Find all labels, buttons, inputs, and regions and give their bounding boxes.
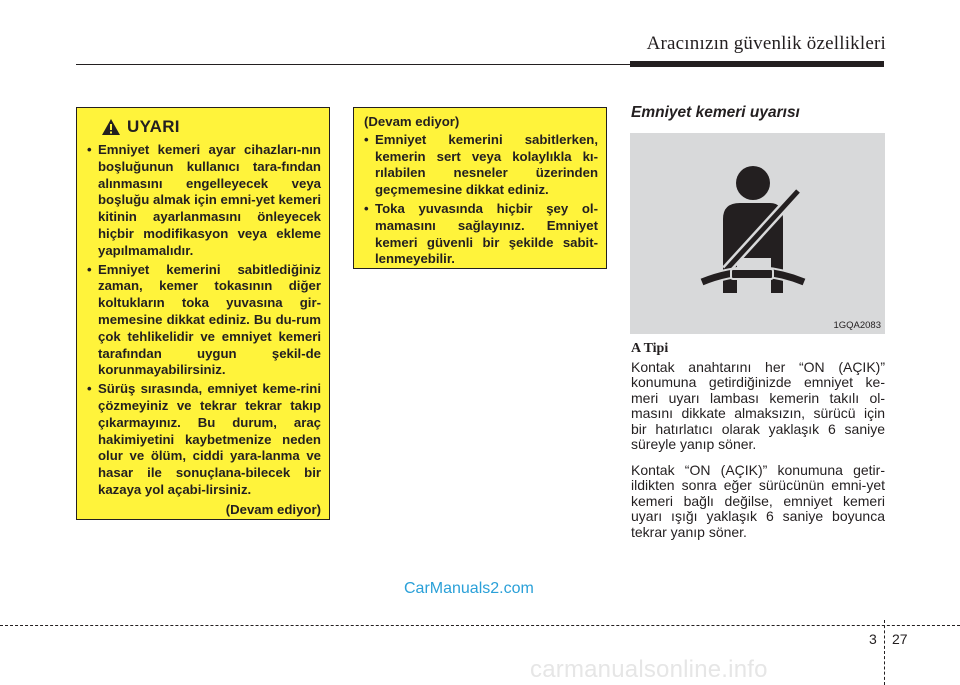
header-rule [76, 64, 630, 65]
warning-item: • Emniyet kemerini sabitlediğiniz zaman, kemer tokasının diğer koltukların toka yuvasına gir-memesine dikkat ediniz. Bu du-rum çok tehlikelidir ve emniyet kemeri tarafından uygun şekil-de korunmayabilirsiniz. [87, 262, 321, 380]
seatbelt-warning-icon [630, 133, 885, 334]
subheading: A Tipi [631, 341, 669, 356]
warning-item: • Emniyet kemerini sabitlerken, kemerin sert veya kolaylıkla kı-rılabilen nesneler üzerinden geçmemesine dikkat ediniz. [364, 132, 598, 199]
section-heading: Emniyet kemeri uyarısı [631, 104, 800, 121]
warning-list [87, 142, 321, 499]
section-number: 3 [869, 631, 877, 647]
page-number: 27 [892, 631, 908, 647]
warning-box [76, 107, 330, 520]
warning-item: • Emniyet kemeri ayar cihazları-nın boşluğunun kullanıcı tara-fından alınmasını engelleyecek veya boşluğu almak için emni-yet kemeri kitinin ayarlanmasını önleyecek hiçbir modifikasyon veya ekleme yapılmamalıdır. [87, 142, 321, 260]
warning-title: UYARI [127, 116, 180, 136]
image-code: 1GQA2083 [833, 320, 881, 331]
site-watermark[interactable]: CarManuals2.com [404, 580, 534, 597]
bottom-watermark: carmanualsonline.info [530, 656, 768, 683]
continued-label: (Devam ediyor) [364, 114, 460, 129]
warning-item: • Sürüş sırasında, emniyet keme-rini çözmeyiniz ve tekrar tekrar takıp çıkarmayınız. Bu durum, araç hakimiyetini kaybetmenize neden olur ve ölüm, ciddi yara-lanma ve hasar ile sonuçlana-bilecek bir kazaya yol açabi-lirsiniz. [87, 381, 321, 499]
footer-divider [0, 625, 960, 626]
warning-header [101, 118, 321, 136]
paragraph: Kontak anahtarını her “ON (AÇIK)” konumuna getirdiğinizde emniyet ke-meri uyarı lambası kemerin takılı ol-masını dikkate almaksızın, sürücü için bir hatırlatıcı olarak yaklaşık 6 saniye süreyle yanıp söner. [631, 359, 885, 453]
continued-label: (Devam ediyor) [225, 501, 321, 517]
warning-triangle-icon [101, 118, 121, 136]
seatbelt-image [630, 133, 885, 334]
continued-warning-box [353, 107, 607, 269]
footer-divider-vertical [884, 620, 885, 685]
warning-item: • Toka yuvasında hiçbir şey ol-mamasını sağlayınız. Emniyet kemeri güvenli bir şekilde sabit-lenmeyebilir. [364, 201, 598, 268]
continued-list [364, 132, 598, 268]
paragraph: Kontak “ON (AÇIK)” konumuna getir-ildikten sonra eğer sürücünün emni-yet kemeri bağlı değilse, emniyet kemeri uyarı ışığı yaklaşık 6 saniye boyunca tekrar yanıp söner. [631, 462, 885, 540]
header-rule-accent [630, 61, 884, 67]
header-title: Aracınızın güvenlik özellikleri [646, 33, 886, 54]
